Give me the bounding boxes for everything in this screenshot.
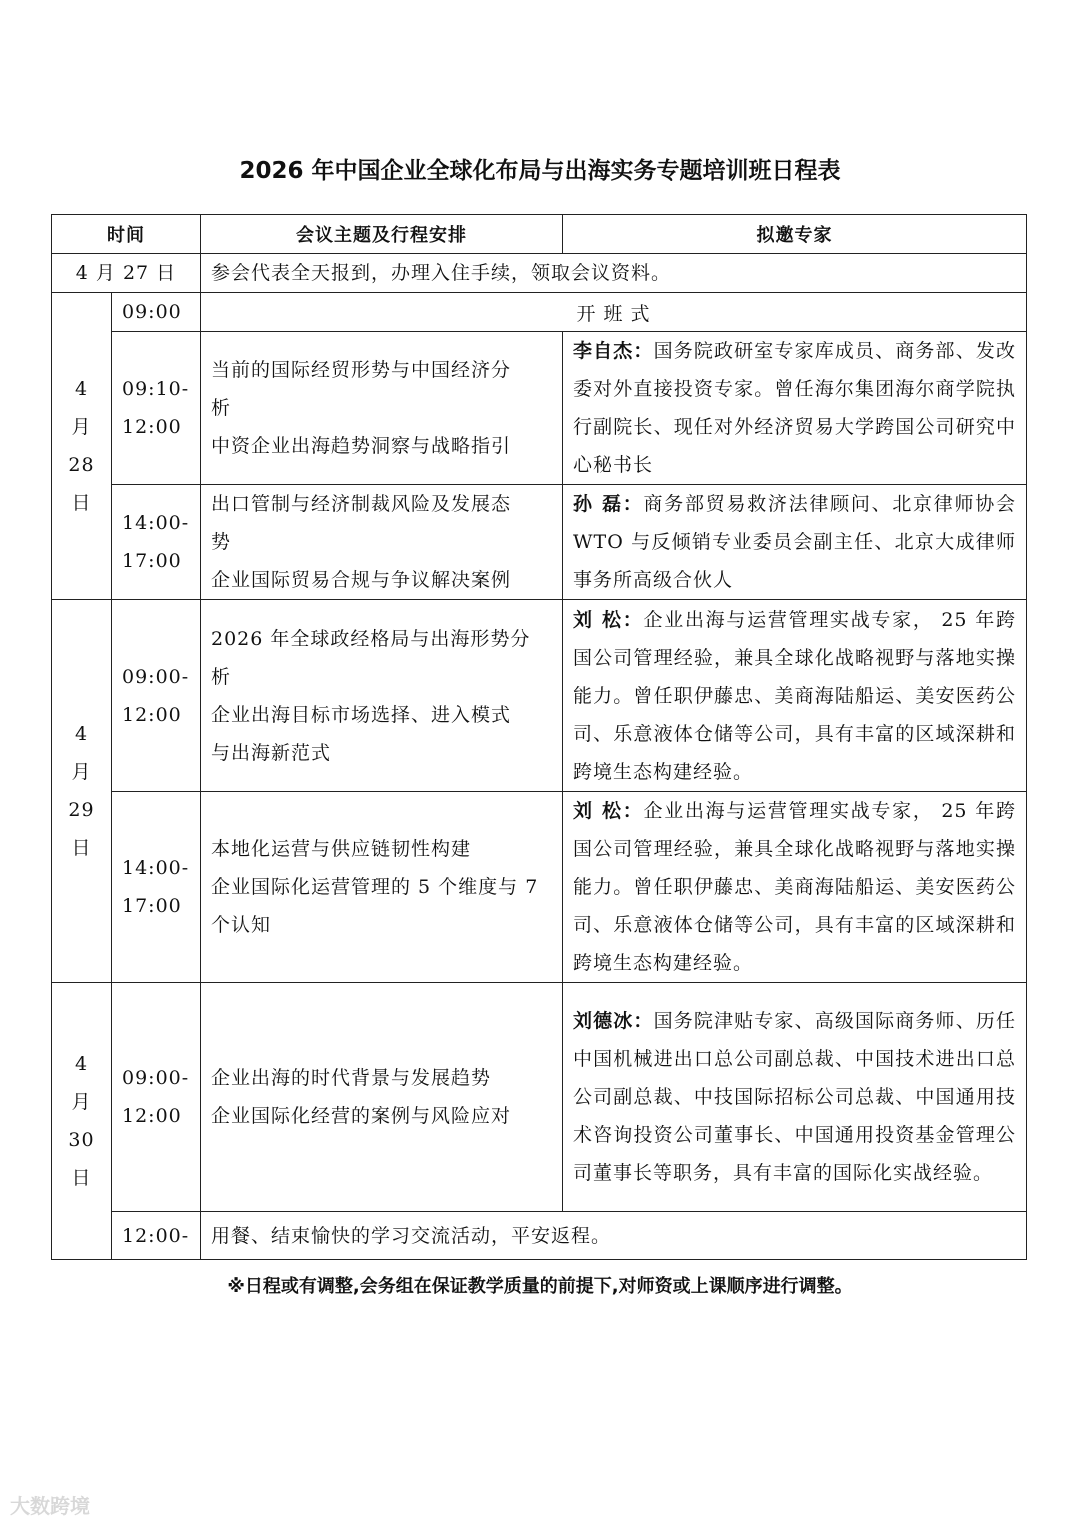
time-cell: 09:00- 12:00 <box>112 600 201 792</box>
table-row <box>52 485 1027 600</box>
topic-cell: 出口管制与经济制裁风险及发展态 势 企业国际贸易合规与争议解决案例 <box>201 485 563 600</box>
expert-name: 刘 松： <box>573 800 644 822</box>
expert-name: 李自杰： <box>573 340 654 362</box>
expert-name: 刘德冰： <box>573 1010 654 1032</box>
expert-cell: 刘 松：企业出海与运营管理实战专家， 25 年跨国公司管理经验，兼具全球化战略视野与落地实操能力。曾任职伊藤忠、美商海陆船运、美安医药公司、乐意液体仓储等公司，具有丰富的区域深耕和跨境生态构建经验。 <box>563 600 1027 792</box>
schedule-table <box>51 214 1027 1260</box>
time-cell: 09:00 <box>112 293 201 332</box>
table-row <box>52 600 1027 792</box>
page-title: 2026 年中国企业全球化布局与出海实务专题培训班日程表 <box>239 158 841 184</box>
date-cell: 4 月 28 日 <box>52 293 112 600</box>
topic-cell: 企业出海的时代背景与发展趋势 企业国际化经营的案例与风险应对 <box>201 983 563 1212</box>
table-row <box>52 293 1027 332</box>
header-time: 时间 <box>52 215 201 254</box>
header-row <box>52 215 1027 254</box>
table-row <box>52 1212 1027 1260</box>
arrival-text: 参会代表全天报到，办理入住手续，领取会议资料。 <box>201 254 1027 293</box>
expert-cell: 刘 松：企业出海与运营管理实战专家， 25 年跨国公司管理经验，兼具全球化战略视野与落地实操能力。曾任职伊藤忠、美商海陆船运、美安医药公司、乐意液体仓储等公司，具有丰富的区域深耕和跨境生态构建经验。 <box>563 792 1027 983</box>
topic-cell: 本地化运营与供应链韧性构建 企业国际化运营管理的 5 个维度与 7 个认知 <box>201 792 563 983</box>
time-cell: 09:00- 12:00 <box>112 983 201 1212</box>
watermark: 大数跨境 <box>10 1494 90 1518</box>
time-cell: 14:00- 17:00 <box>112 792 201 983</box>
time-cell: 09:10- 12:00 <box>112 332 201 485</box>
schedule-note: ※日程或有调整,会务组在保证教学质量的前提下,对师资或上课顺序进行调整。 <box>227 1276 853 1297</box>
header-topic: 会议主题及行程安排 <box>201 215 563 254</box>
expert-name: 孙 磊： <box>573 493 644 515</box>
opening-ceremony: 开 班 式 <box>201 293 1027 332</box>
date-cell: 4 月 29 日 <box>52 600 112 983</box>
table-row <box>52 792 1027 983</box>
expert-name: 刘 松： <box>573 608 644 631</box>
topic-cell: 当前的国际经贸形势与中国经济分 析 中资企业出海趋势洞察与战略指引 <box>201 332 563 485</box>
expert-cell: 孙 磊：商务部贸易救济法律顾问、北京律师协会 WTO 与反倾销专业委员会副主任、北京大成律师事务所高级合伙人 <box>563 485 1027 600</box>
date-cell: 4 月 30 日 <box>52 983 112 1260</box>
topic-cell: 2026 年全球政经格局与出海形势分 析 企业出海目标市场选择、进入模式 与出海新范式 <box>201 600 563 792</box>
time-cell: 12:00- <box>112 1212 201 1260</box>
expert-cell: 李自杰：国务院政研室专家库成员、商务部、发改委对外直接投资专家。曾任海尔集团海尔商学院执行副院长、现任对外经济贸易大学跨国公司研究中心秘书长 <box>563 332 1027 485</box>
header-expert: 拟邀专家 <box>563 215 1027 254</box>
table-row <box>52 254 1027 293</box>
table-row <box>52 983 1027 1212</box>
table-row <box>52 332 1027 485</box>
expert-cell: 刘德冰：国务院津贴专家、高级国际商务师、历任中国机械进出口总公司副总裁、中国技术进出口总公司副总裁、中技国际招标公司总裁、中国通用技术咨询投资公司董事长、中国通用投资基金管理公司董事长等职务，具有丰富的国际化实战经验。 <box>563 983 1027 1212</box>
time-cell: 14:00- 17:00 <box>112 485 201 600</box>
date-cell: 4 月 27 日 <box>52 254 201 293</box>
departure-text: 用餐、结束愉快的学习交流活动，平安返程。 <box>201 1212 1027 1260</box>
